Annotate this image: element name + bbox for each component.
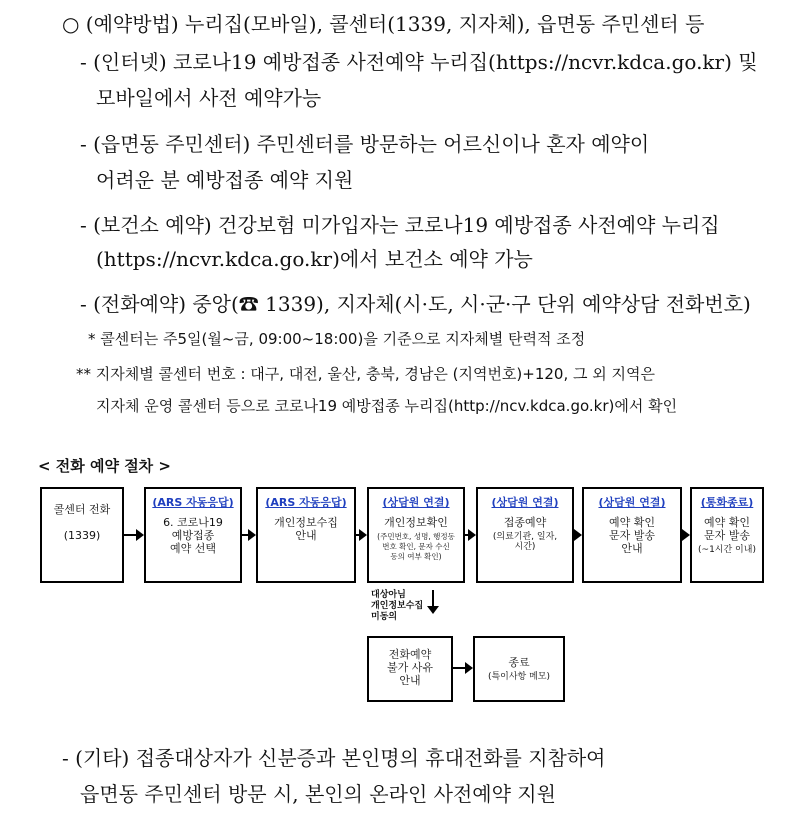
flow-step-sub: (~1시간 이내) [698,545,756,555]
flow-arrow [242,534,254,536]
flow-step-body: 접종예약 [503,516,547,529]
flow-branch-end [473,636,565,702]
note-callcenter: * 콜센터는 주5일(월~금, 09:00~18:00)을 기준으로 지자체별 탄력적 조정 [88,330,586,348]
flow-step-call [40,487,124,583]
flow-step-body: 예약 확인 문자 발송 [703,516,750,542]
flow-arrow [453,667,471,669]
item-health-center-line2: (https://ncvr.kdca.go.kr)에서 보건소 예약 가능 [96,247,533,271]
flow-branch-unavailable [367,636,453,702]
flow-branch-body: 전화예약 불가 사유 안내 [386,648,433,687]
flow-step-ars-select [144,487,242,583]
note-local-numbers-line1: ** 지자체별 콜센터 번호 : 대구, 대전, 울산, 충북, 경남은 (지역번호)+120, 그 외 지역은 [76,365,655,383]
flow-step-body: 예약 확인 문자 발송 안내 [608,516,655,555]
item-phone-line1: - (전화예약) 중앙(☎ 1339), 지자체(시·도, 시·군·구 단위 예약상담 전화번호) [80,292,751,316]
flow-step-body: 개인정보수집 안내 [274,516,338,542]
flow-arrow [465,534,474,536]
flow-arrow [682,534,688,536]
flow-step-body: 콜센터 전화 (1339) [53,503,111,542]
flow-step-header: (상담원 연결) [598,496,666,509]
flow-step-header: (상담원 연결) [382,496,450,509]
flow-step-body: 6. 코로나19 예방접종 예약 선택 [163,516,223,555]
flow-title: < 전화 예약 절차 > [38,457,171,475]
flow-step-body: 개인정보확인 [384,516,448,529]
flow-step-header: (통화종료) [700,496,754,509]
note-local-numbers-line2: 지자체 운영 콜센터 등으로 코로나19 예방접종 누리집(http://ncv.kdca.go.kr)에서 확인 [96,397,678,415]
flow-arrow [124,534,142,536]
flow-step-end-call [690,487,764,583]
item-internet-line2: 모바일에서 사전 예약가능 [96,86,322,110]
flow-branch-end-sub: (특이사항 메모) [487,672,551,682]
flow-arrow [574,534,580,536]
footer-line1: - (기타) 접종대상자가 신분증과 본인명의 휴대전화를 지참하여 [62,746,606,770]
flow-step-sub: (주민번호, 성명, 행정동 번호 확인, 문자 수신 동의 여부 확인) [377,532,455,561]
flow-step-agent-verify [367,487,465,583]
flow-step-agent-booking [476,487,574,583]
flow-step-header: (상담원 연결) [491,496,559,509]
item-health-center-line1: - (보건소 예약) 건강보험 미가입자는 코로나19 예방접종 사전예약 누리집 [80,213,720,237]
flow-step-header: (ARS 자동응답) [152,496,234,509]
footer-line2: 읍면동 주민센터 방문 시, 본인의 온라인 사전예약 지원 [80,782,556,806]
flow-branch-label: 대상아님 개인정보수집 미동의 [371,590,424,622]
flow-branch-arrow [432,590,434,612]
item-internet-line1: - (인터넷) 코로나19 예방접종 사전예약 누리집(https://ncvr.kdca.go.kr) 및 [80,50,758,74]
flow-step-header: (ARS 자동응답) [265,496,347,509]
flow-arrow [356,534,365,536]
item-community-center-line1: - (읍면동 주민센터) 주민센터를 방문하는 어르신이나 혼자 예약이 [80,132,650,156]
method-heading: ○ (예약방법) 누리집(모바일), 콜센터(1339, 지자체), 읍면동 주민센터 등 [62,12,705,36]
flow-step-ars-privacy [256,487,356,583]
flow-branch-end-label: 종료 [508,656,530,669]
flow-step-agent-confirm [582,487,682,583]
flow-step-sub: (의료기관, 일자, 시간) [492,532,558,552]
item-community-center-line2: 어려운 분 예방접종 예약 지원 [96,168,354,192]
